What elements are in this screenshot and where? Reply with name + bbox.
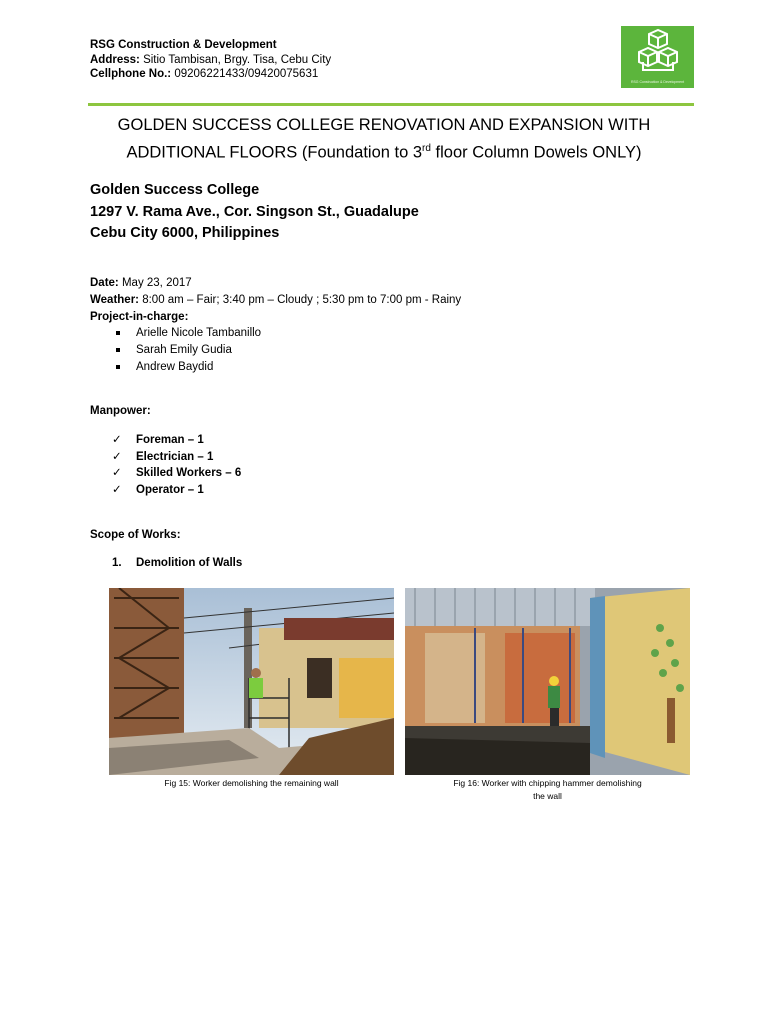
manpower-heading: Manpower: — [90, 405, 151, 417]
company-header — [90, 38, 331, 82]
date-label: Date: — [90, 277, 119, 289]
project-in-charge-label: Project-in-charge: — [90, 310, 189, 323]
title-paren-before: (Foundation to 3 — [301, 143, 423, 162]
client-block — [90, 180, 419, 245]
project-in-charge-list — [90, 325, 461, 375]
figure-15-photo — [109, 588, 394, 775]
list-item — [90, 432, 241, 449]
title-line-1: GOLDEN SUCCESS COLLEGE RENOVATION AND EXPANSION WITH — [117, 116, 651, 134]
client-city: Cebu City 6000, Philippines — [90, 225, 280, 241]
weather-value: 8:00 am – Fair; 3:40 pm – Cloudy ; 5:30 pm to 7:00 pm - Rainy — [142, 293, 462, 306]
scope-item-number: 1. — [112, 557, 122, 569]
date-value: May 23, 2017 — [121, 277, 192, 289]
company-logo — [621, 26, 694, 88]
phone-value: 09206221433/09420075631 — [174, 68, 319, 80]
scope-item-label: Demolition of Walls — [136, 557, 243, 569]
figure-15-caption: Fig 15: Worker demolishing the remaining wall — [164, 778, 339, 788]
checkmark-icon: ✓ — [112, 467, 122, 480]
weather-label: Weather: — [90, 293, 139, 306]
manpower-list — [90, 432, 241, 499]
figure-16-photo — [405, 588, 690, 775]
scope-item — [112, 555, 242, 572]
manpower-item: Skilled Workers – 6 — [136, 467, 242, 480]
list-item — [90, 449, 241, 466]
title-line-2 — [80, 137, 688, 165]
company-name: RSG Construction & Development — [90, 39, 277, 51]
title-sup: rd — [422, 143, 431, 154]
client-street: 1297 V. Rama Ave., Cor. Singson St., Guadalupe — [90, 203, 419, 220]
manpower-item: Operator – 1 — [136, 484, 204, 497]
cubes-logo-icon — [621, 26, 694, 88]
phone-label: Cellphone No.: — [90, 68, 172, 80]
checkmark-icon: ✓ — [112, 484, 122, 497]
address-label: Address: — [90, 53, 140, 66]
logo-text: RSG Construction & Development — [630, 80, 685, 84]
date-line — [90, 275, 461, 292]
list-item — [90, 482, 241, 499]
figure-16-caption — [405, 777, 690, 803]
address-value: Sitio Tambisan, Brgy. Tisa, Cebu City — [143, 53, 332, 66]
document-title — [80, 114, 688, 165]
report-info — [90, 275, 461, 376]
client-name: Golden Success College — [90, 182, 260, 198]
manpower-section — [90, 403, 241, 499]
company-address — [90, 53, 331, 68]
list-item: Andrew Baydid — [90, 359, 461, 376]
weather-line — [90, 292, 461, 309]
figure-16-caption-line-1: Fig 16: Worker with chipping hammer demolishing — [453, 778, 642, 788]
figure-16-caption-line-2: the wall — [533, 791, 562, 801]
title-main: ADDITIONAL FLOORS — [126, 143, 298, 162]
manpower-item: Foreman – 1 — [136, 433, 204, 446]
list-item — [90, 465, 241, 482]
header-divider — [88, 103, 694, 106]
list-item: Sarah Emily Gudia — [90, 342, 461, 359]
list-item: Arielle Nicole Tambanillo — [90, 325, 461, 342]
company-phone — [90, 67, 331, 82]
title-paren-after: floor Column Dowels ONLY) — [430, 143, 642, 162]
scope-heading: Scope of Works: — [90, 529, 181, 541]
checkmark-icon: ✓ — [112, 450, 122, 463]
checkmark-icon: ✓ — [112, 433, 122, 446]
manpower-item: Electrician – 1 — [136, 450, 214, 463]
